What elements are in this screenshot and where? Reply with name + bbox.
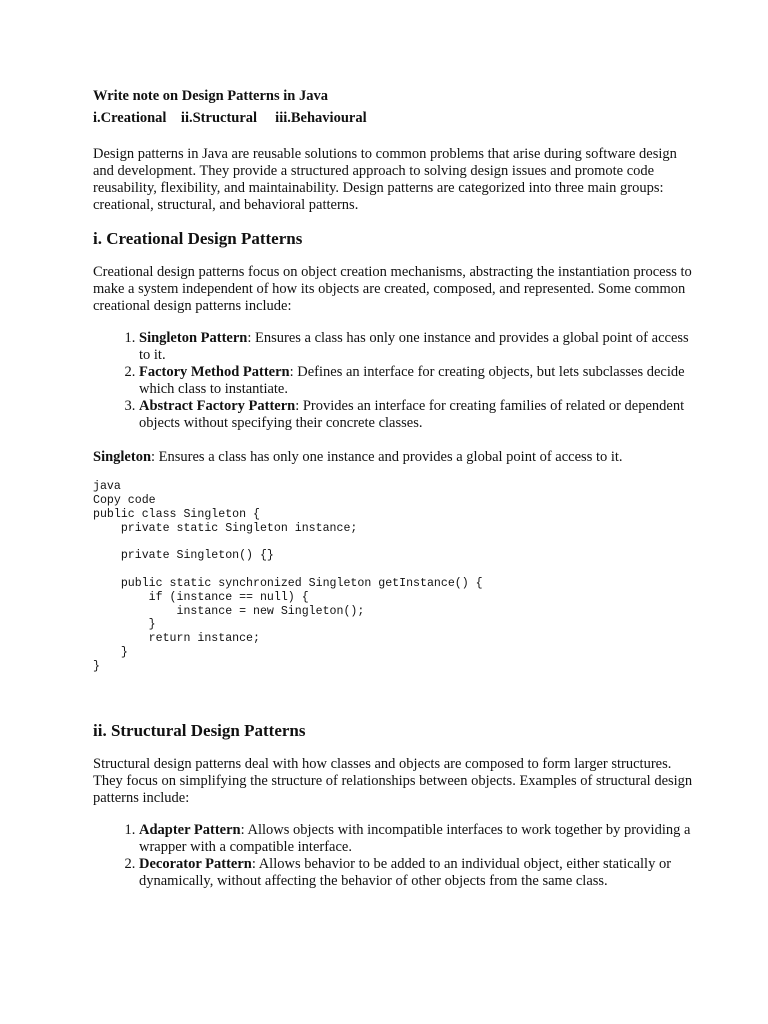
singleton-label: Singleton <box>93 449 152 465</box>
list-item-text: : Provides an interface for creating families of related or dependent objects without specifying their concrete classes. <box>139 398 685 431</box>
list-item <box>139 398 693 432</box>
question-title: Write note on Design Patterns in Java <box>93 88 328 104</box>
structural-description: Structural design patterns deal with how classes and objects are composed to form larger structures. They focus on simplifying the structure of relationships between objects. Examples of structural design patterns include: <box>93 755 693 806</box>
list-item <box>139 364 693 398</box>
list-item <box>139 822 693 856</box>
list-item <box>139 856 693 890</box>
list-item <box>139 330 693 364</box>
creational-description: Creational design patterns focus on object creation mechanisms, abstracting the instantiation process to make a system independent of how its objects are created, composed, and represented. Some common creational design patterns include: <box>93 264 692 314</box>
singleton-paragraph <box>93 449 693 466</box>
code-line: public class Singleton { <box>93 507 260 521</box>
code-line: private static Singleton instance; <box>93 521 358 535</box>
singleton-text: : Ensures a class has only one instance and provides a global point of access to it. <box>151 449 623 465</box>
copy-code-label: Copy code <box>93 493 156 507</box>
code-line: return instance; <box>93 632 260 646</box>
list-item-name: Decorator Pattern <box>139 855 252 872</box>
list-item-name: Singleton Pattern <box>139 330 248 346</box>
code-block <box>93 480 693 674</box>
list-item-text: : Allows behavior to be added to an individual object, either statically or dynamically, without affecting the behavior of other objects from the same class. <box>139 855 672 889</box>
question-subtitle: i.Creational ii.Structural iii.Behavioural <box>93 110 367 126</box>
creational-list <box>93 330 693 432</box>
code-line: } <box>93 659 100 673</box>
list-item-text: : Defines an interface for creating objects, but lets subclasses decide which class to instantiate. <box>139 364 685 397</box>
intro-paragraph: Design patterns in Java are reusable solutions to common problems that arise during software design and development. They provide a structured approach to solving design issues and promote code reusability, flexibility, and maintainability. Design patterns are categorized into three main groups: creational, structural, and behavioral patterns. <box>93 146 677 213</box>
structural-list <box>93 822 693 890</box>
code-line: instance = new Singleton(); <box>93 604 365 618</box>
code-line: } <box>93 646 128 660</box>
list-item-text: : Allows objects with incompatible interfaces to work together by providing a wrapper with a compatible interface. <box>139 821 691 855</box>
code-line: } <box>93 618 156 632</box>
list-item-text: : Ensures a class has only one instance and provides a global point of access to it. <box>139 330 689 363</box>
code-line: private Singleton() {} <box>93 549 274 563</box>
creational-heading: i. Creational Design Patterns <box>93 229 303 248</box>
list-item-name: Adapter Pattern <box>139 821 241 838</box>
code-line: public static synchronized Singleton getInstance() { <box>93 576 483 590</box>
document-page <box>93 86 693 890</box>
code-language: java <box>93 480 121 493</box>
list-item-name: Abstract Factory Pattern <box>139 398 296 414</box>
structural-heading: ii. Structural Design Patterns <box>93 720 306 740</box>
code-line <box>93 535 693 549</box>
list-item-name: Factory Method Pattern <box>139 364 290 380</box>
code-line: if (instance == null) { <box>93 590 309 604</box>
code-line <box>93 563 693 577</box>
